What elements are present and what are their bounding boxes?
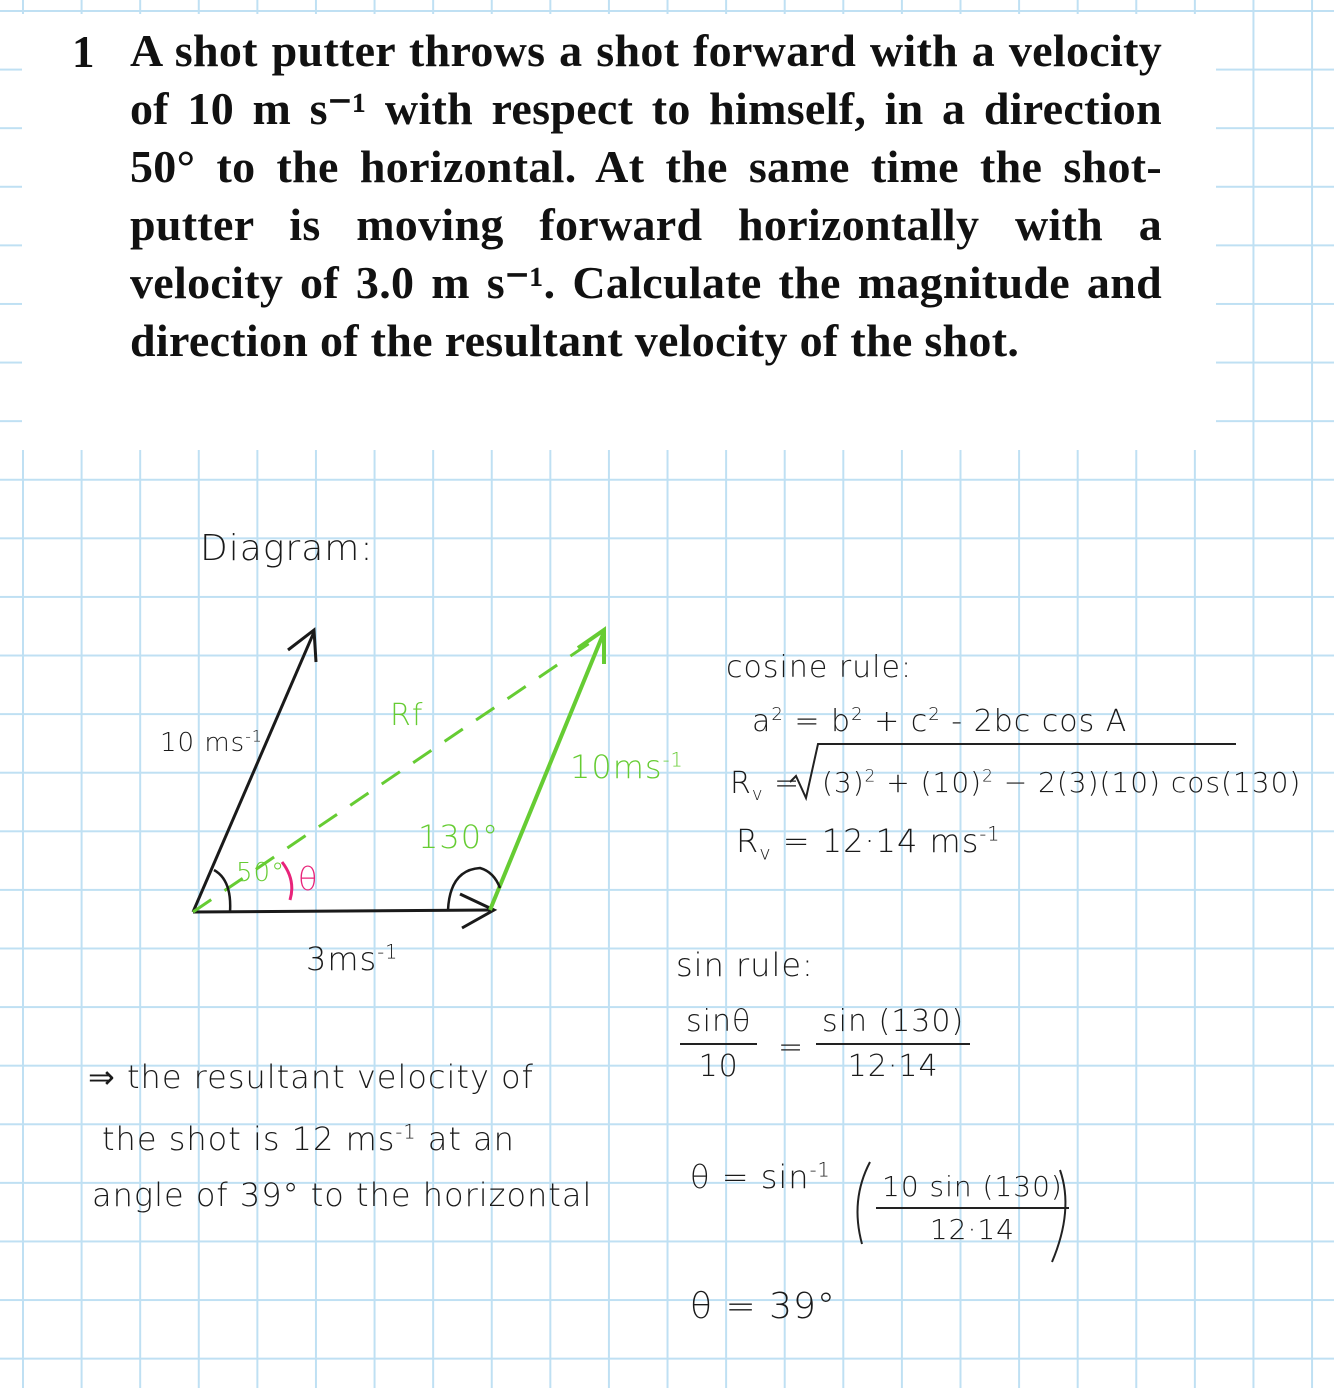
label-3ms: $3ms^{-1}$ [306,940,399,978]
cosine-heading: cosine rule: [726,650,913,685]
conclusion-line-2: the shot is 12 $ms^{-1}$ at an [102,1120,515,1158]
theta-result: θ = 39° [690,1286,836,1327]
label-theta: θ [298,860,319,898]
label-130: 130° [418,818,500,856]
cosine-result: $R_v = 12\cdot 14$ $ms^{-1}$ [736,822,1001,865]
cosine-substitution: $R_v$ = [730,766,801,805]
sine-frac-right: $\frac{\sin (130)}{12\cdot 14}$ [816,1004,970,1084]
conclusion-line-1: ⇒ the resultant velocity of [88,1058,534,1096]
diagram-heading: Diagram: [200,528,374,569]
conclusion-line-3: angle of 39° to the horizontal [92,1176,593,1214]
label-rf: Rf [390,698,424,733]
paren-left [858,1162,871,1244]
label-10ms-right: $10ms^{-1}$ [570,748,684,786]
theta-inverse-line: $\theta = \sin^{-1}$ [690,1158,831,1196]
cosine-formula: $a^2 = b^2 + c^2 - 2bc$ cos A [752,704,1128,739]
sine-heading: sin rule: [676,946,814,984]
cosine-sqrt-expr: $(3)^2 + (10)^2 - 2(3)(10)$ cos(130) [822,765,1302,799]
question-number: 1 [72,27,95,77]
question-text: A shot putter throws a shot forward with a velocity of 10 m s⁻¹ with respect to himself, in a direction 50° to the horizontal. At the same time the shot-putter is moving forward horizontally with a velocity of 3.0 m s⁻¹. Calculate the magnitude and direction of the resultant velocity of the shot. [130,25,1162,366]
theta-inverse-frac: $\frac{10 \sin (130)}{12\cdot 14}$ [876,1170,1069,1246]
vector-3-runner [193,910,492,912]
sine-equals: = [778,1030,805,1065]
angle-arc-50 [214,870,230,912]
label-50: 50° [236,858,286,888]
label-10ms-left: 10 $ms^{-1}$ [160,727,263,758]
sine-frac-left: $\frac{\sin\theta}{10}$ [680,1004,757,1084]
